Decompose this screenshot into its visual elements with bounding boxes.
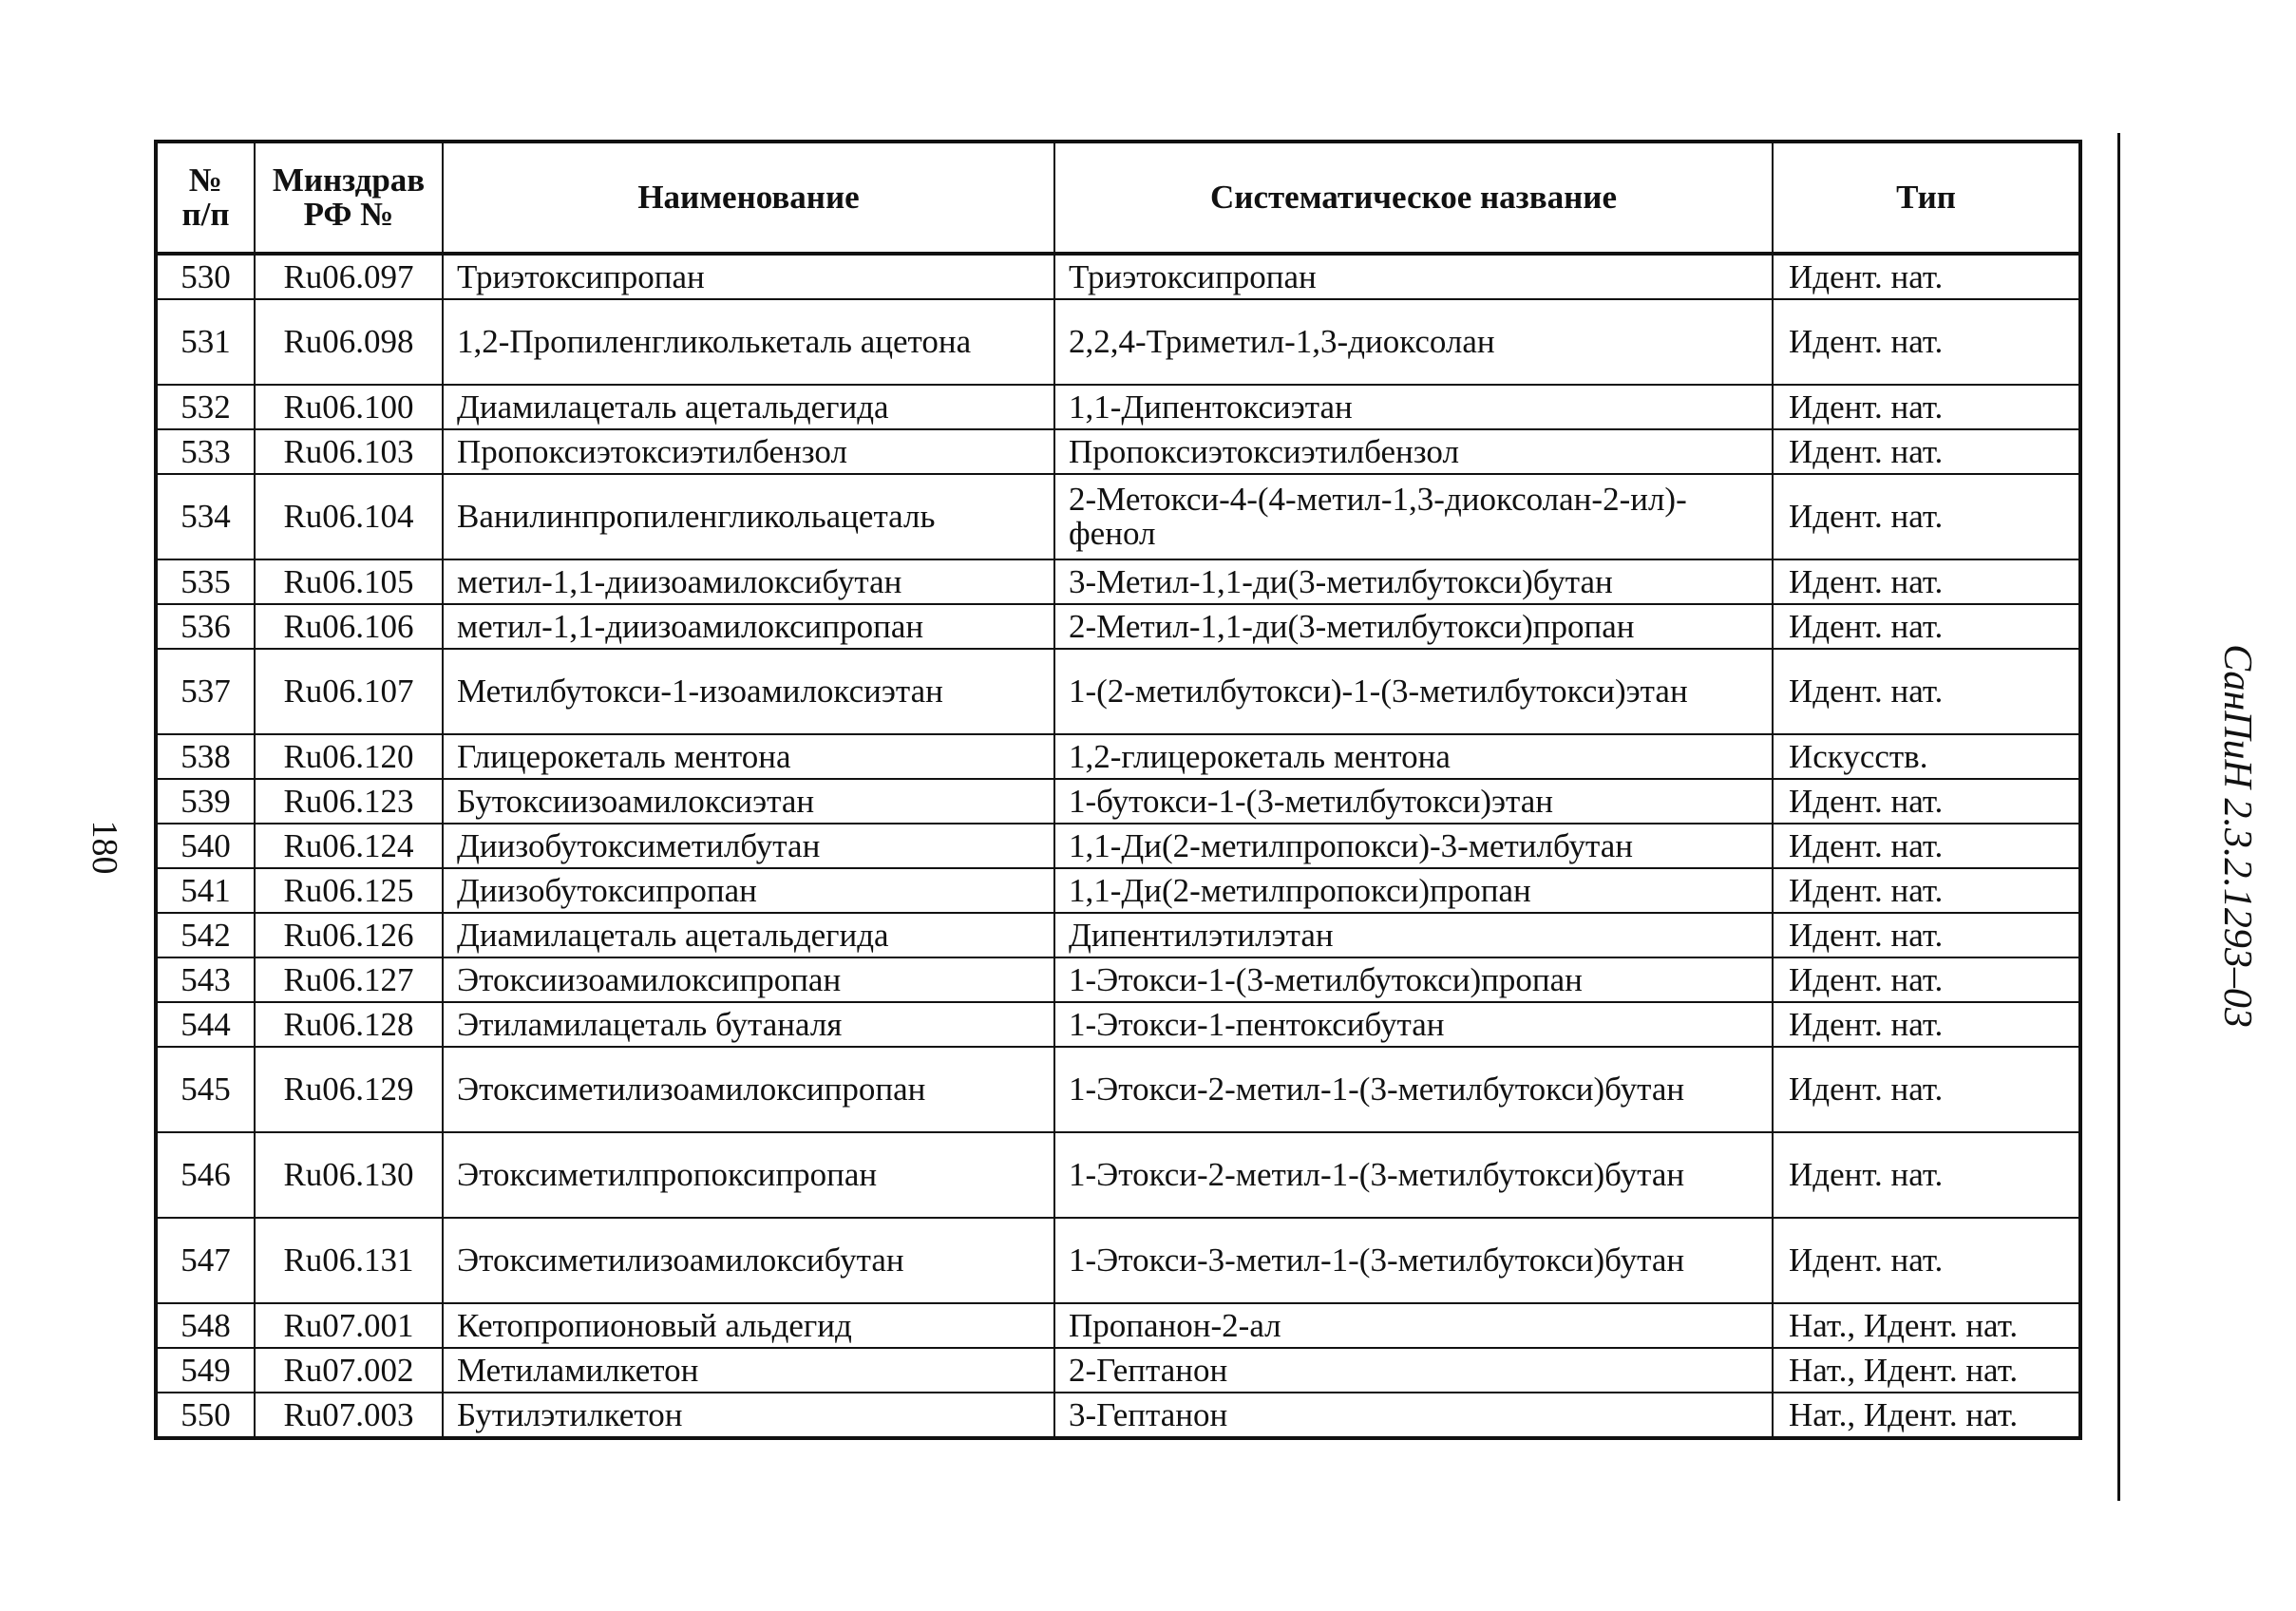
row-systematic-name-cell: 3-Метил-1,1-ди(3-метилбутокси)бутан (1054, 559, 1773, 604)
row-name-cell: Метиламилкетон (443, 1348, 1054, 1393)
row-systematic-name-cell: 1-Этокси-3-метил-1-(3-метилбутокси)бутан (1054, 1218, 1773, 1303)
row-systematic-name-cell: Дипентилэтилэтан (1054, 913, 1773, 957)
header-num: № п/п (156, 142, 255, 254)
row-name-cell: Кетопропионовый альдегид (443, 1303, 1054, 1348)
table-body (156, 254, 2080, 1438)
row-code-cell: Ru06.107 (255, 649, 443, 734)
row-code-cell: Ru06.123 (255, 779, 443, 824)
row-type-cell: Идент. нат. (1773, 429, 2080, 474)
table-row (156, 957, 2080, 1002)
row-systematic-name-cell: 3-Гептанон (1054, 1393, 1773, 1438)
header-row (156, 142, 2080, 254)
row-name-cell: Диамилацеталь ацетальдегида (443, 385, 1054, 429)
row-systematic-name-cell: 1,1-Ди(2-метилпропокси)пропан (1054, 868, 1773, 913)
table-row (156, 604, 2080, 649)
row-num-cell: 530 (156, 254, 255, 299)
row-code-cell: Ru06.131 (255, 1218, 443, 1303)
row-num-cell: 549 (156, 1348, 255, 1393)
table-row (156, 824, 2080, 868)
row-code-cell: Ru06.100 (255, 385, 443, 429)
table-row (156, 299, 2080, 385)
row-systematic-name-cell: 1-(2-метилбутокси)-1-(3-метилбутокси)этан (1054, 649, 1773, 734)
row-code-cell: Ru06.105 (255, 559, 443, 604)
table-row (156, 734, 2080, 779)
row-systematic-name-cell: 1-Этокси-1-(3-метилбутокси)пропан (1054, 957, 1773, 1002)
row-type-cell: Идент. нат. (1773, 1218, 2080, 1303)
row-num-cell: 536 (156, 604, 255, 649)
row-type-cell: Идент. нат. (1773, 957, 2080, 1002)
table-row (156, 254, 2080, 299)
row-type-cell: Идент. нат. (1773, 385, 2080, 429)
row-name-cell: Диизобутоксиметилбутан (443, 824, 1054, 868)
row-code-cell: Ru06.129 (255, 1047, 443, 1132)
row-code-cell: Ru06.097 (255, 254, 443, 299)
row-code-cell: Ru06.127 (255, 957, 443, 1002)
row-systematic-name-cell: 1,1-Дипентоксиэтан (1054, 385, 1773, 429)
row-num-cell: 544 (156, 1002, 255, 1047)
row-name-cell: Этоксиметилизоамилоксибутан (443, 1218, 1054, 1303)
row-num-cell: 538 (156, 734, 255, 779)
row-num-cell: 542 (156, 913, 255, 957)
row-type-cell: Нат., Идент. нат. (1773, 1393, 2080, 1438)
row-code-cell: Ru07.002 (255, 1348, 443, 1393)
row-type-cell: Идент. нат. (1773, 649, 2080, 734)
row-code-cell: Ru06.103 (255, 429, 443, 474)
row-code-cell: Ru06.128 (255, 1002, 443, 1047)
table-row (156, 1348, 2080, 1393)
row-type-cell: Идент. нат. (1773, 868, 2080, 913)
row-num-cell: 540 (156, 824, 255, 868)
row-name-cell: Бутоксиизоамилоксиэтан (443, 779, 1054, 824)
row-name-cell: Диамилацеталь ацетальдегида (443, 913, 1054, 957)
row-num-cell: 535 (156, 559, 255, 604)
row-type-cell: Идент. нат. (1773, 824, 2080, 868)
row-code-cell: Ru07.001 (255, 1303, 443, 1348)
table-row (156, 559, 2080, 604)
row-name-cell: метил-1,1-диизоамилоксипропан (443, 604, 1054, 649)
row-type-cell: Нат., Идент. нат. (1773, 1348, 2080, 1393)
table-row (156, 868, 2080, 913)
table-row (156, 1393, 2080, 1438)
table-row (156, 1047, 2080, 1132)
row-systematic-name-cell: 1-Этокси-2-метил-1-(3-метилбутокси)бутан (1054, 1132, 1773, 1218)
row-name-cell: Бутилэтилкетон (443, 1393, 1054, 1438)
row-num-cell: 533 (156, 429, 255, 474)
table-row (156, 429, 2080, 474)
row-systematic-name-cell: 2-Метокси-4-(4-метил-1,3-диоксолан-2-ил)-фенол (1054, 474, 1773, 559)
row-systematic-name-cell: 2-Гептанон (1054, 1348, 1773, 1393)
row-type-cell: Идент. нат. (1773, 913, 2080, 957)
row-type-cell: Идент. нат. (1773, 474, 2080, 559)
row-num-cell: 546 (156, 1132, 255, 1218)
row-type-cell: Идент. нат. (1773, 604, 2080, 649)
row-systematic-name-cell: Пропанон-2-ал (1054, 1303, 1773, 1348)
table-row (156, 649, 2080, 734)
row-name-cell: Метилбутокси-1-изоамилоксиэтан (443, 649, 1054, 734)
header-code: Минздрав РФ № (255, 142, 443, 254)
row-num-cell: 531 (156, 299, 255, 385)
table-header (156, 142, 2080, 254)
row-name-cell: Этоксиметилизоамилоксипропан (443, 1047, 1054, 1132)
row-systematic-name-cell: Пропоксиэтоксиэтилбензол (1054, 429, 1773, 474)
row-code-cell: Ru07.003 (255, 1393, 443, 1438)
row-type-cell: Идент. нат. (1773, 299, 2080, 385)
row-type-cell: Нат., Идент. нат. (1773, 1303, 2080, 1348)
row-type-cell: Идент. нат. (1773, 254, 2080, 299)
row-systematic-name-cell: 1,1-Ди(2-метилпропокси)-3-метилбутан (1054, 824, 1773, 868)
row-type-cell: Идент. нат. (1773, 1132, 2080, 1218)
row-type-cell: Идент. нат. (1773, 559, 2080, 604)
row-systematic-name-cell: 1-Этокси-1-пентоксибутан (1054, 1002, 1773, 1047)
header-systematic-name: Систематическое название (1054, 142, 1773, 254)
row-code-cell: Ru06.098 (255, 299, 443, 385)
table-row (156, 1218, 2080, 1303)
row-type-cell: Идент. нат. (1773, 779, 2080, 824)
side-title: СанПиН 2.3.2.1293–03 (2215, 644, 2259, 1028)
table-row (156, 1002, 2080, 1047)
row-systematic-name-cell: 2,2,4-Триметил-1,3-диоксолан (1054, 299, 1773, 385)
row-num-cell: 550 (156, 1393, 255, 1438)
row-code-cell: Ru06.125 (255, 868, 443, 913)
row-type-cell: Идент. нат. (1773, 1047, 2080, 1132)
substances-table (154, 140, 2082, 1440)
row-num-cell: 545 (156, 1047, 255, 1132)
row-systematic-name-cell: 2-Метил-1,1-ди(3-метилбутокси)пропан (1054, 604, 1773, 649)
row-systematic-name-cell: Триэтоксипропан (1054, 254, 1773, 299)
row-name-cell: Ванилинпропиленгликольацеталь (443, 474, 1054, 559)
row-type-cell: Искусств. (1773, 734, 2080, 779)
row-systematic-name-cell: 1-Этокси-2-метил-1-(3-метилбутокси)бутан (1054, 1047, 1773, 1132)
row-code-cell: Ru06.106 (255, 604, 443, 649)
row-code-cell: Ru06.120 (255, 734, 443, 779)
row-num-cell: 534 (156, 474, 255, 559)
row-num-cell: 539 (156, 779, 255, 824)
row-num-cell: 543 (156, 957, 255, 1002)
row-type-cell: Идент. нат. (1773, 1002, 2080, 1047)
row-num-cell: 547 (156, 1218, 255, 1303)
row-name-cell: Диизобутоксипропан (443, 868, 1054, 913)
table-row (156, 474, 2080, 559)
table-row (156, 913, 2080, 957)
row-code-cell: Ru06.104 (255, 474, 443, 559)
row-name-cell: Этиламилацеталь бутаналя (443, 1002, 1054, 1047)
row-num-cell: 537 (156, 649, 255, 734)
row-name-cell: Глицерокеталь ментона (443, 734, 1054, 779)
row-code-cell: Ru06.124 (255, 824, 443, 868)
table-container (154, 140, 2078, 1440)
row-name-cell: Этоксиметилпропоксипропан (443, 1132, 1054, 1218)
table-row (156, 385, 2080, 429)
side-rule (2117, 133, 2120, 1501)
row-name-cell: метил-1,1-диизоамилоксибутан (443, 559, 1054, 604)
row-systematic-name-cell: 1,2-глицерокеталь ментона (1054, 734, 1773, 779)
header-name: Наименование (443, 142, 1054, 254)
row-name-cell: Этоксиизоамилоксипропан (443, 957, 1054, 1002)
row-code-cell: Ru06.130 (255, 1132, 443, 1218)
table-row (156, 779, 2080, 824)
row-systematic-name-cell: 1-бутокси-1-(3-метилбутокси)этан (1054, 779, 1773, 824)
row-code-cell: Ru06.126 (255, 913, 443, 957)
row-num-cell: 532 (156, 385, 255, 429)
table-row (156, 1132, 2080, 1218)
row-name-cell: 1,2-Пропиленгликолькеталь ацетона (443, 299, 1054, 385)
row-num-cell: 541 (156, 868, 255, 913)
header-type: Тип (1773, 142, 2080, 254)
row-name-cell: Триэтоксипропан (443, 254, 1054, 299)
row-name-cell: Пропоксиэтоксиэтилбензол (443, 429, 1054, 474)
page-number: 180 (85, 820, 124, 875)
table-row (156, 1303, 2080, 1348)
row-num-cell: 548 (156, 1303, 255, 1348)
